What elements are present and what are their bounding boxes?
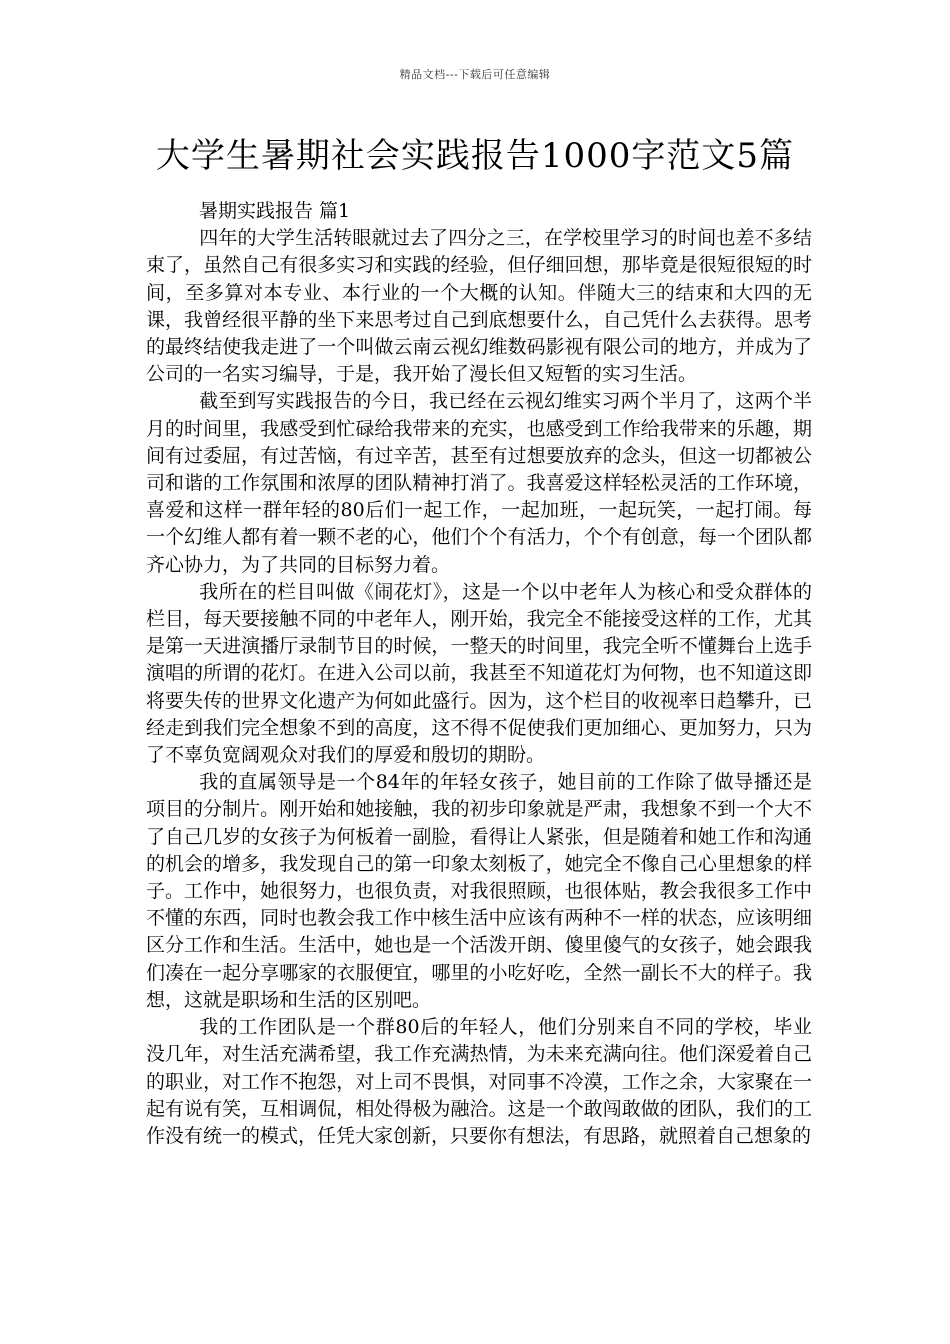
paragraph-5: 我的工作团队是一个群80后的年轻人，他们分别来自不同的学校，毕业没几年，对生活充满希望，我工作充满热情，为未来充满向往。他们深爱着自己的职业，对工作不抱怨，对上司不畏惧，对同事不冷漠，工作之余，大家聚在一起有说有笑，互相调侃，相处得极为融洽。这是一个敢闯敢做的团队，我们的工作没有统一的模式，任凭大家创新，只要你有想法，有思路，就照着自己想象的 — [146, 1016, 812, 1147]
document-title: 大学生暑期社会实践报告1000字范文5篇 — [155, 136, 795, 176]
paragraph-2: 截至到写实践报告的今日，我已经在云视幻维实习两个半月了，这两个半月的时间里，我感受到忙碌给我带来的充实，也感受到工作给我带来的乐趣，期间有过委屈，有过苦恼，有过辛苦，甚至有过想要放弃的念头，但这一切都被公司和谐的工作氛围和浓厚的团队精神打消了。我喜爱这样轻松灵活的工作环境，喜爱和这样一群年轻的80后们一起工作，一起加班，一起玩笑，一起打闹。每一个幻维人都有着一颗不老的心，他们个个有活力，个个有创意，每一个团队都齐心协力，为了共同的目标努力着。 — [146, 390, 812, 576]
paragraph-3: 我所在的栏目叫做《闹花灯》，这是一个以中老年人为核心和受众群体的栏目，每天要接触不同的中老年人，刚开始，我完全不能接受这样的工作，尤其是第一天进演播厅录制节目的时候，一整天的时间里，我完全听不懂舞台上选手演唱的所谓的花灯。在进入公司以前，我甚至不知道花灯为何物，也不知道这即将要失传的世界文化遗产为何如此盛行。因为，这个栏目的收视率日趋攀升，已经走到我们完全想象不到的高度，这不得不促使我们更加细心、更加努力，只为了不辜负宽阔观众对我们的厚爱和殷切的期盼。 — [146, 580, 812, 767]
section-heading: 暑期实践报告 篇1 — [199, 200, 351, 222]
document-body — [146, 198, 812, 1150]
paragraph-1: 四年的大学生活转眼就过去了四分之三，在学校里学习的时间也差不多结束了，虽然自己有很多实习和实践的经验，但仔细回想，那毕竟是很短很短的时间，至多算对本专业、本行业的一个大概的认知。伴随大三的结束和大四的无课，我曾经很平静的坐下来思考过自己到底想要什么，自己凭什么去获得。思考的最终结使我走进了一个叫做云南云视幻维数码影视有限公司的地方，并成为了公司的一名实习编导，于是，我开始了漫长但又短暂的实习生活。 — [146, 227, 812, 386]
header-note: 精品文档---下载后可任意编辑 — [399, 68, 551, 81]
paragraph-4: 我的直属领导是一个84年的年轻女孩子，她目前的工作除了做导播还是项目的分制片。刚开始和她接触，我的初步印象就是严肃，我想象不到一个大不了自己几岁的女孩子为何板着一副脸，看得让人紧张，但是随着和她工作和沟通的机会的增多，我发现自己的第一印象太刻板了，她完全不像自己心里想象的样子。工作中，她很努力，也很负责，对我很照顾，也很体贴，教会我很多工作中不懂的东西，同时也教会我工作中核生活中应该有两种不一样的状态，应该明细区分工作和生活。生活中，她也是一个活泼开朗、傻里傻气的女孩子，她会跟我们凑在一起分享哪家的衣服便宜，哪里的小吃好吃，全然一副长不大的样子。我想，这就是职场和生活的区别吧。 — [146, 771, 812, 1011]
